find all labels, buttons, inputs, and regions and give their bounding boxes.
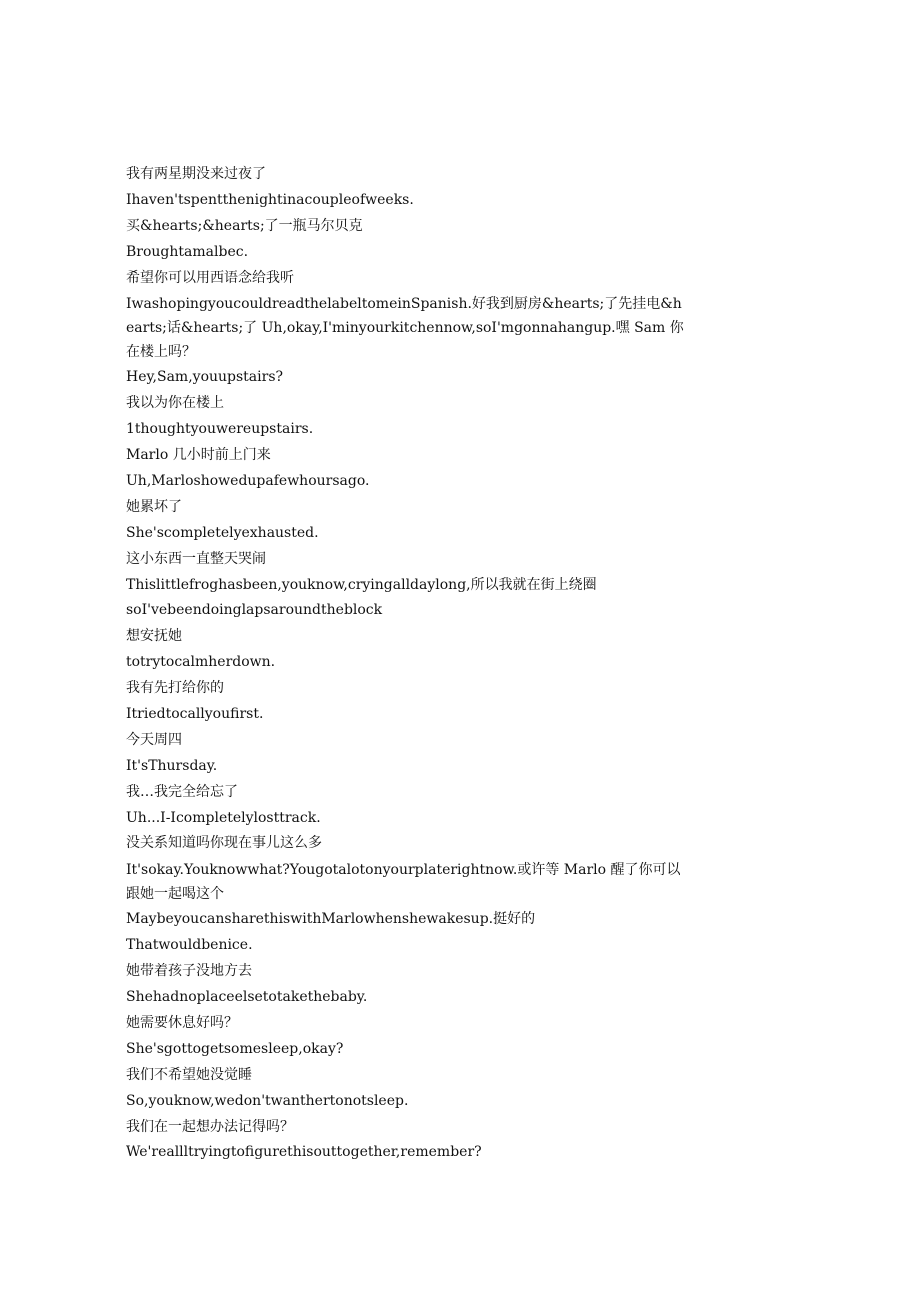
transcript-line: soI'vebeendoinglapsaroundtheblock xyxy=(126,602,383,619)
transcript-line: 没关系知道吗你现在事儿这么多 xyxy=(126,835,322,852)
transcript-line: MaybeyoucansharethiswithMarlowhenshewakesup.挺好的 xyxy=(126,911,536,928)
transcript-line: IwashopingyoucouldreadthelabeltomeinSpanish.好我到厨房&hearts;了先挂电&hearts;话&hearts;了 Uh,okay,I'minyourkitchennow,soI'mgonnahangup.嘿 Sam 你在楼上吗？ xyxy=(126,296,684,361)
transcript-line: Thislittlefroghasbeen,youknow,cryingalldaylong,所以我就在街上绕圈 xyxy=(126,576,597,593)
transcript-line: She'sgottogetsomesleep,okay? xyxy=(126,1040,344,1057)
transcript-line: So,youknow,wedon'twanthertonotsleep. xyxy=(126,1092,409,1109)
transcript-line: 我们在一起想办法记得吗？ xyxy=(126,1118,294,1135)
transcript-line: 我以为你在楼上 xyxy=(126,395,224,412)
transcript-line: 希望你可以用西语念给我听 xyxy=(126,269,294,286)
transcript-line: Hey,Sam,youupstairs? xyxy=(126,369,284,386)
transcript-line: Uh,Marloshowedupafewhoursago. xyxy=(126,473,370,490)
transcript-line: 她累坏了 xyxy=(126,498,182,515)
transcript-line: We'reallltryingtofigurethisouttogether,remember? xyxy=(126,1144,482,1161)
transcript-line: 1thoughtyouwereupstairs. xyxy=(126,421,314,438)
transcript-line: Shehadnoplaceelsetotakethebaby. xyxy=(126,989,368,1006)
transcript-line: Ihaven'tspentthenightinacoupleofweeks. xyxy=(126,191,414,208)
transcript-line: 我们不希望她没觉睡 xyxy=(126,1066,252,1083)
transcript-line: 我有两星期没来过夜了 xyxy=(126,166,266,182)
transcript-line: It'sokay.Youknowwhat?Yougotalotonyourplaterightnow.或许等 Marlo 醒了你可以跟她一起喝这个 xyxy=(126,862,681,903)
transcript-line: 她带着孩子没地方去 xyxy=(126,963,252,980)
transcript-line: It'sThursday. xyxy=(126,757,218,774)
transcript-line: 想安抚她 xyxy=(126,628,182,645)
transcript-line: 这小东西一直整天哭闹 xyxy=(126,550,266,567)
transcript-line: 我…我完全给忘了 xyxy=(126,783,238,800)
transcript-line: 她需要休息好吗？ xyxy=(126,1014,238,1031)
transcript-line: 买&hearts;&hearts;了一瓶马尔贝克 xyxy=(126,217,363,234)
transcript-line: She'scompletelyexhausted. xyxy=(126,524,319,541)
transcript-line: 我有先打给你的 xyxy=(126,680,224,697)
subtitle-transcript xyxy=(126,162,686,1166)
transcript-line: Marlo 几小时前上门来 xyxy=(126,447,271,464)
transcript-line: Broughtamalbec. xyxy=(126,243,249,260)
transcript-line: Itriedtocallyoufirst. xyxy=(126,706,264,723)
transcript-line: 今天周四 xyxy=(126,731,182,748)
transcript-line: Thatwouldbenice. xyxy=(126,937,253,954)
transcript-line: totrytocalmherdown. xyxy=(126,654,276,671)
transcript-line: Uh...I-Icompletelylosttrack. xyxy=(126,809,321,826)
